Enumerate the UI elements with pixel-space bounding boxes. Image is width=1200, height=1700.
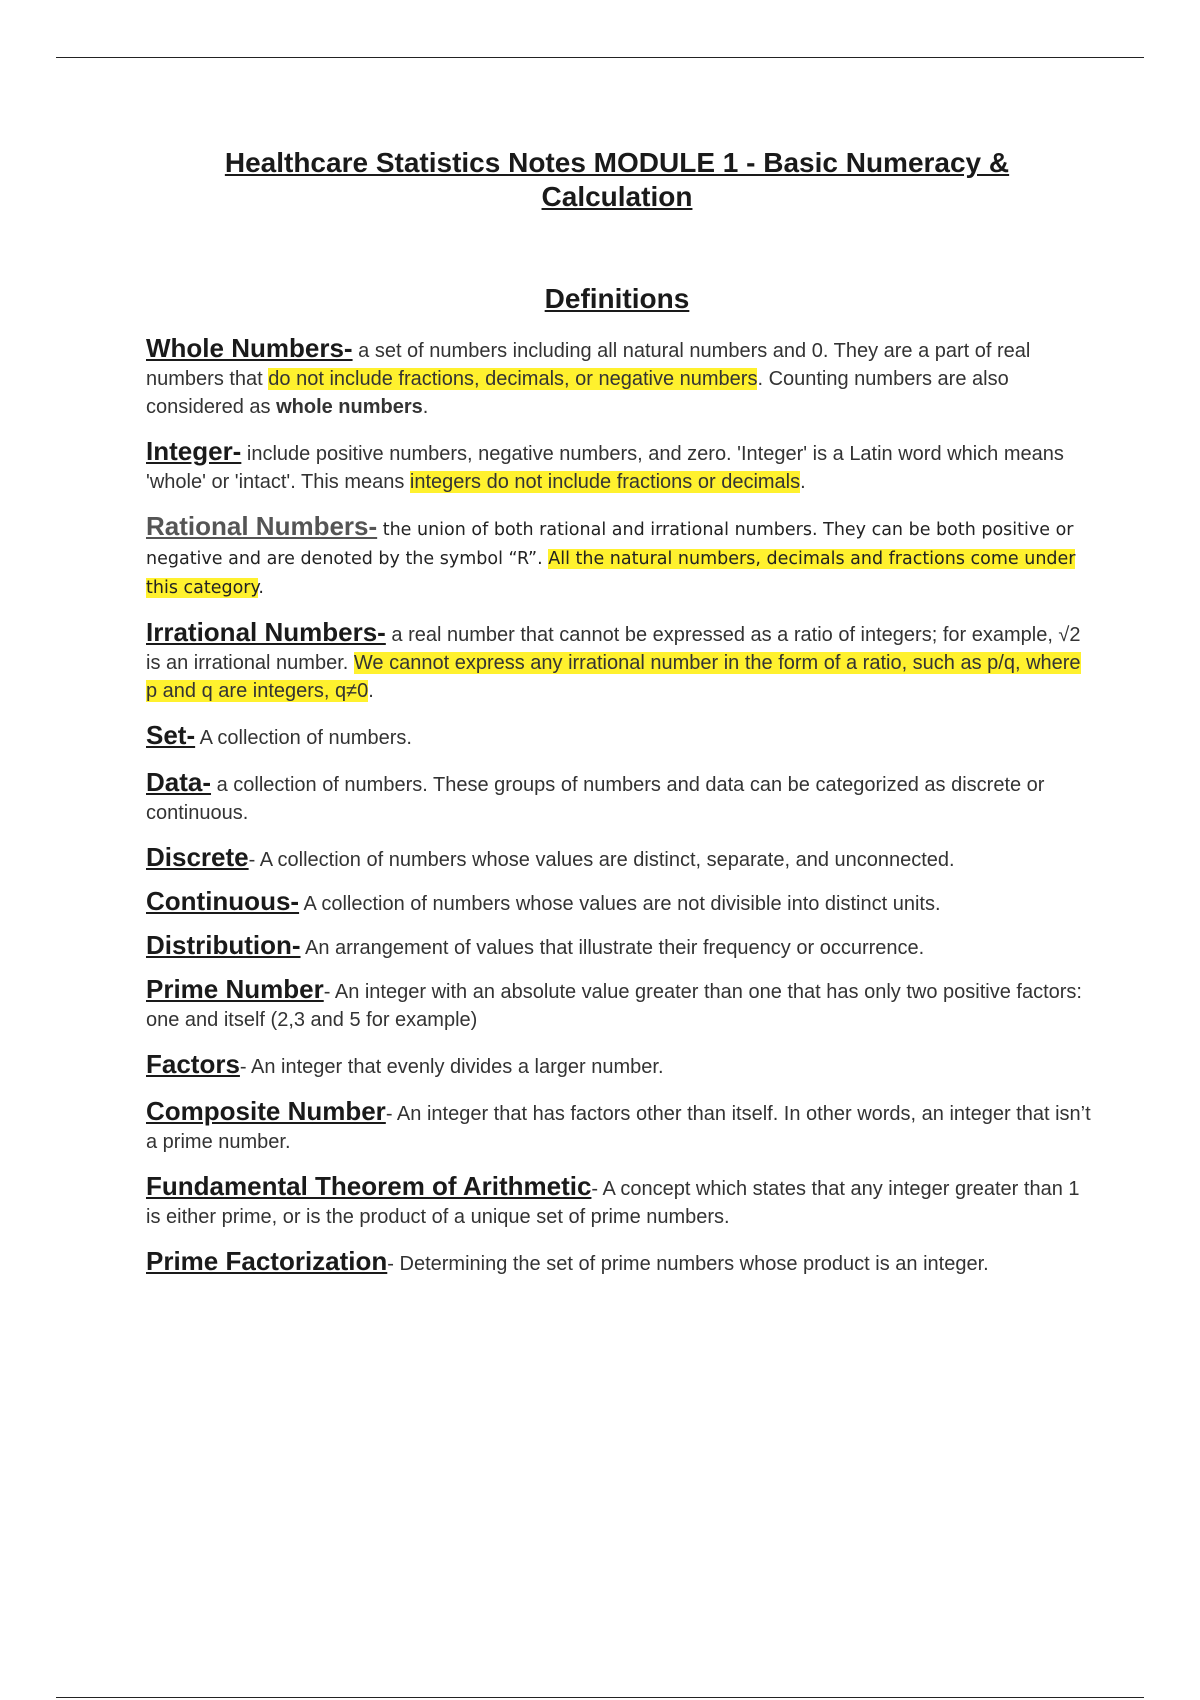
highlight-whole-numbers: do not include fractions, decimals, or negative numbers [268, 368, 758, 390]
term-composite-number: Composite Number [146, 1096, 386, 1126]
highlight-integer: integers do not include fractions or decimals [409, 471, 801, 493]
desc-distribution: An arrangement of values that illustrate their frequency or occurrence. [300, 937, 925, 959]
term-prime-number: Prime Number [146, 974, 324, 1004]
definition-irrational-numbers [146, 618, 1096, 705]
highlight-rational-numbers: All the natural numbers, decimals and fractions come under this category [146, 549, 1076, 598]
bottom-rule [56, 1697, 1144, 1698]
term-irrational-numbers: Irrational Numbers- [146, 617, 386, 647]
definition-prime-number [146, 975, 1096, 1034]
section-heading-definitions: Definitions [544, 283, 690, 314]
highlight-irrational-numbers: We cannot express any irrational number in the form of a ratio, such as p/q, where p and q are integers, q≠0 [146, 652, 1081, 702]
definition-prime-factorization [146, 1247, 1096, 1278]
top-rule [56, 57, 1144, 58]
desc-composite-number: - An integer that has factors other than itself. In other words, an integer that isn’t a prime number. [146, 1103, 1091, 1153]
desc-whole-numbers-part3: . [422, 396, 429, 418]
term-prime-factorization: Prime Factorization [146, 1246, 388, 1276]
desc-factors: - An integer that evenly divides a larger number. [239, 1056, 664, 1078]
bold-whole-numbers: whole numbers [276, 396, 423, 418]
term-continuous: Continuous- [146, 886, 300, 916]
desc-rational-numbers-part1: the union of both rational and irrational numbers. They can be both positive or negative and are denoted by the symbol “R”. [146, 520, 1074, 569]
desc-integer-part1: include positive numbers, negative numbers, and zero. 'Integer' is a Latin word which means 'whole' or 'intact'. This means [146, 443, 1064, 493]
desc-whole-numbers-part1: a set of numbers including all natural numbers and 0. They are a part of real numbers that [146, 340, 1031, 390]
definition-data [146, 768, 1096, 827]
desc-irrational-numbers-part1: a real number that cannot be expressed as a ratio of integers; for example, √2 is an irrational number. [146, 624, 1081, 674]
desc-integer-part2: . [800, 471, 806, 493]
term-distribution: Distribution- [146, 930, 301, 960]
term-set: Set- [146, 720, 196, 750]
definition-discrete [146, 843, 1096, 874]
desc-prime-number: - An integer with an absolute value greater than one that has only two positive factors: one and itself (2,3 and 5 for example) [146, 981, 1082, 1031]
term-discrete: Discrete [146, 842, 249, 872]
term-whole-numbers: Whole Numbers- [146, 333, 353, 363]
term-rational-numbers: Rational Numbers- [146, 511, 378, 541]
desc-set: A collection of numbers. [195, 727, 412, 749]
definition-whole-numbers [146, 334, 1096, 421]
document-title [0, 146, 1200, 214]
definition-composite-number [146, 1097, 1096, 1156]
definitions-list [146, 334, 1096, 1294]
desc-whole-numbers-part2: . Counting numbers are also considered as [146, 368, 1009, 418]
term-fundamental-theorem: Fundamental Theorem of Arithmetic [146, 1171, 592, 1201]
desc-irrational-numbers-part2: . [368, 680, 374, 702]
desc-data: a collection of numbers. These groups of numbers and data can be categorized as discrete or continuous. [146, 774, 1045, 824]
desc-rational-numbers-part2: . [258, 578, 264, 598]
desc-discrete: - A collection of numbers whose values are distinct, separate, and unconnected. [248, 849, 955, 871]
term-data: Data- [146, 767, 212, 797]
title-line-1: Healthcare Statistics Notes MODULE 1 - Basic Numeracy & [224, 147, 1010, 178]
desc-continuous: A collection of numbers whose values are not divisible into distinct units. [299, 893, 941, 915]
definition-rational-numbers [146, 512, 1096, 602]
definition-continuous [146, 887, 1096, 918]
term-factors: Factors [146, 1049, 240, 1079]
definition-set [146, 721, 1096, 752]
definition-distribution [146, 931, 1096, 962]
term-integer: Integer- [146, 436, 242, 466]
desc-fundamental-theorem: - A concept which states that any integer greater than 1 is either prime, or is the product of a unique set of prime numbers. [146, 1178, 1080, 1228]
desc-prime-factorization: - Determining the set of prime numbers whose product is an integer. [387, 1253, 989, 1275]
definition-integer [146, 437, 1096, 496]
definition-factors [146, 1050, 1096, 1081]
definition-fundamental-theorem [146, 1172, 1096, 1231]
title-line-2: Calculation [541, 181, 693, 212]
